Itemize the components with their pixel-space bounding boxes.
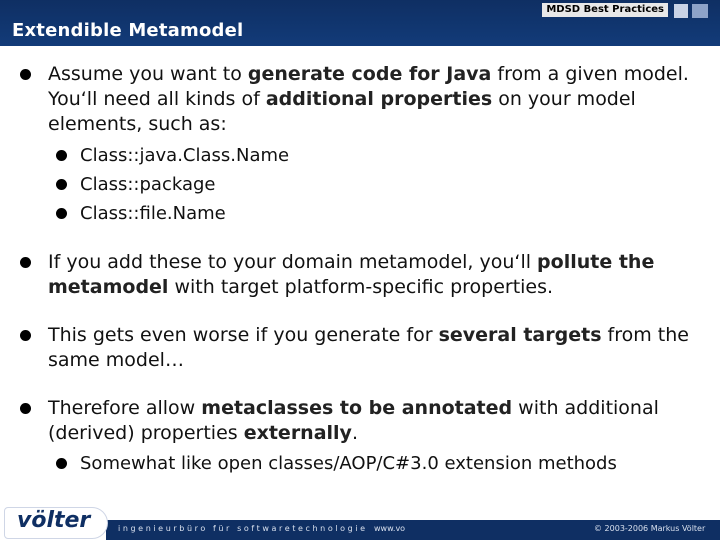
footer-tagline: ingenieurbüro für softwaretechnologie	[118, 524, 368, 533]
bullet-3: This gets even worse if you generate for several targets from the same model…	[48, 323, 698, 373]
bullet-dot-icon	[56, 150, 67, 161]
header-tag: MDSD Best Practices	[542, 3, 668, 17]
slide-title: Extendible Metamodel	[12, 20, 244, 41]
sub-bullet: Class::java.Class.Name	[80, 141, 720, 170]
slide-content	[0, 62, 720, 478]
emphasis: generate code for Java	[247, 63, 492, 85]
sub-bullet: Class::file.Name	[80, 199, 720, 228]
bullet-dot-icon	[56, 458, 67, 469]
bullet-dot-icon	[56, 179, 67, 190]
footer	[0, 500, 720, 540]
bullet-dot-icon	[20, 257, 31, 268]
emphasis: metaclasses to be annotated	[201, 397, 513, 419]
voelter-logo: völter	[4, 507, 108, 539]
bullet-dot-icon	[56, 208, 67, 219]
bullet-1: Assume you want to generate code for Java from a given model. You‘ll need all kinds of additional properties on your model elements, such as:	[48, 62, 698, 137]
sub-bullet: Somewhat like open classes/AOP/C#3.0 extension methods	[80, 449, 720, 478]
sub-bullet: Class::package	[80, 170, 720, 199]
emphasis: externally	[243, 422, 352, 444]
emphasis: additional properties	[265, 88, 493, 110]
footer-bar	[106, 520, 720, 540]
emphasis: several targets	[438, 324, 602, 346]
footer-copyright: © 2003-2006 Markus Völter	[594, 524, 706, 533]
bullet-dot-icon	[20, 69, 31, 80]
emphasis: pollute the metamodel	[48, 251, 655, 298]
header-bar	[0, 0, 720, 46]
header-decoration-icon	[672, 2, 712, 20]
bullet-4: Therefore allow metaclasses to be annotated with additional (derived) properties externally.	[48, 396, 698, 446]
bullet-dot-icon	[20, 330, 31, 341]
footer-url[interactable]: www.vo	[374, 524, 406, 533]
bullet-dot-icon	[20, 403, 31, 414]
bullet-2: If you add these to your domain metamodel, you‘ll pollute the metamodel with target platform-specific properties.	[48, 250, 698, 300]
